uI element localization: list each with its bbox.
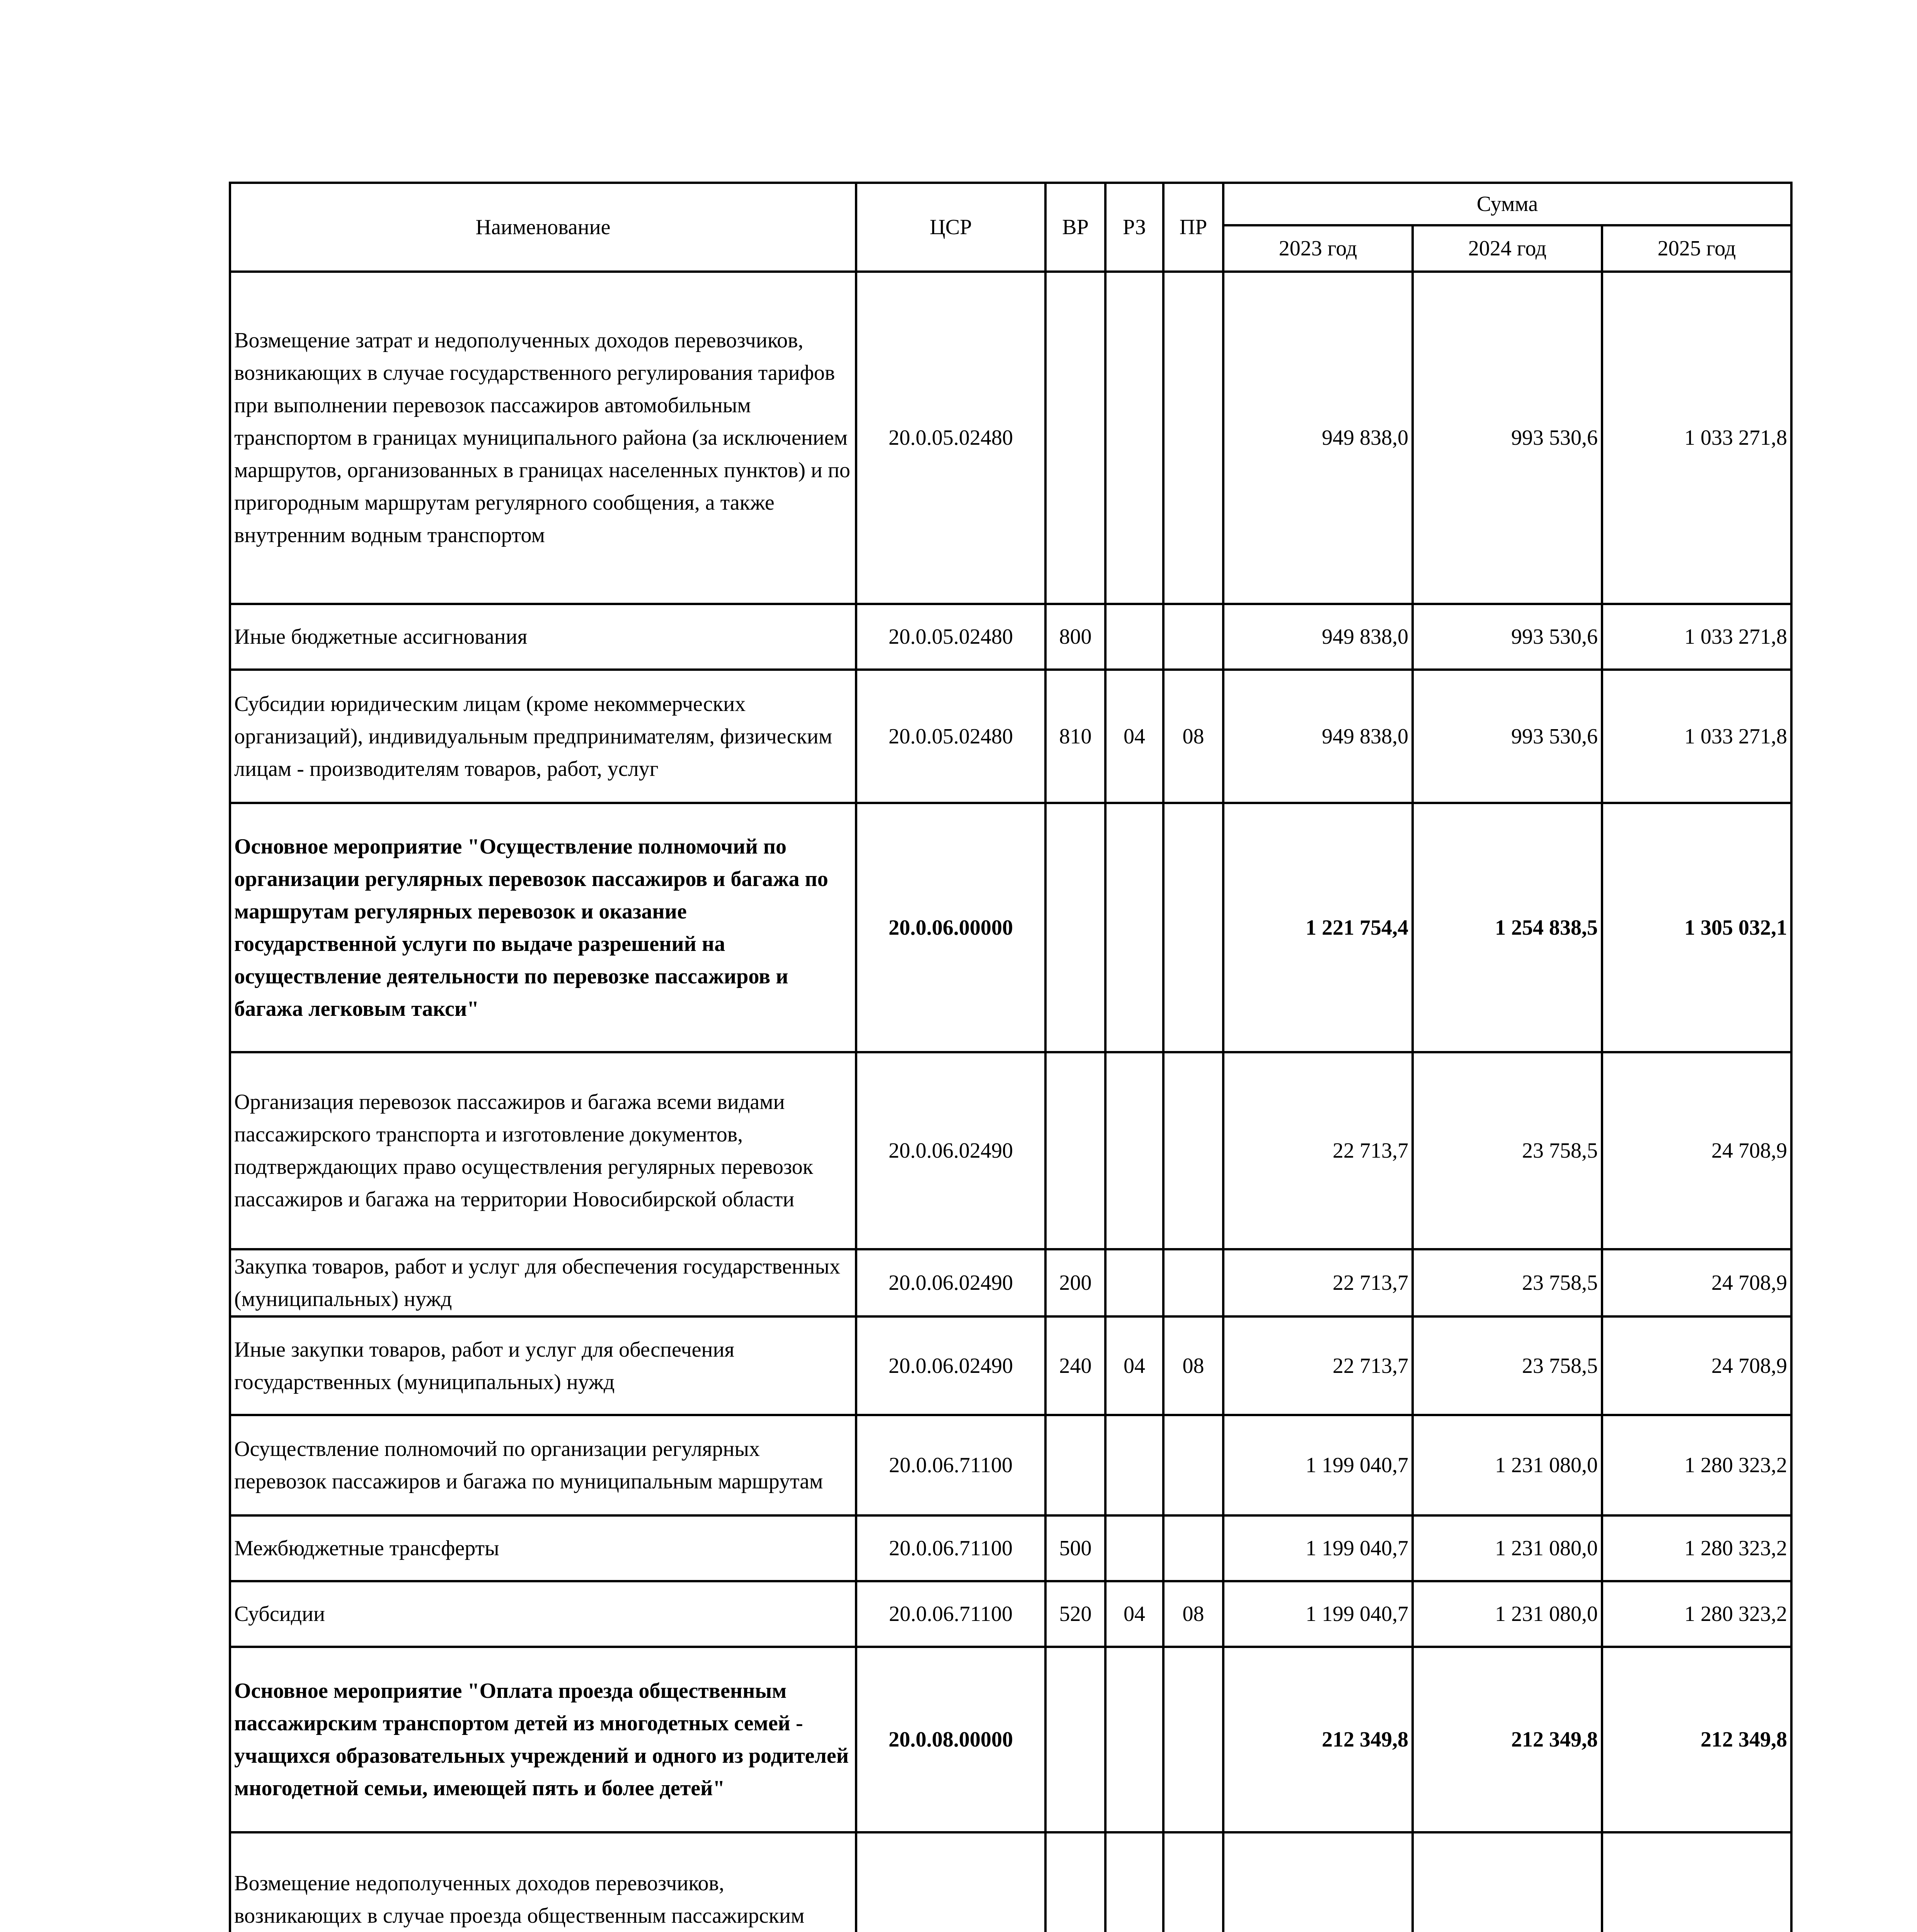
row-amount-2024: 212 349,8	[1413, 1647, 1602, 1832]
row-name: Иные закупки товаров, работ и услуг для обеспечения государственных (муниципальных) нужд	[230, 1316, 856, 1415]
header-year-2024: 2024 год	[1413, 225, 1602, 272]
row-pr	[1163, 1249, 1223, 1316]
row-vr: 500	[1045, 1515, 1105, 1581]
row-pr: 08	[1163, 1581, 1223, 1647]
row-amount-2025	[1602, 1832, 1791, 1932]
table-row	[230, 1515, 1791, 1581]
table-row	[230, 1415, 1791, 1515]
header-vr: ВР	[1045, 183, 1105, 272]
row-amount-2024: 993 530,6	[1413, 670, 1602, 803]
row-amount-2024: 993 530,6	[1413, 272, 1602, 604]
row-rz	[1105, 803, 1163, 1052]
table-row	[230, 1249, 1791, 1316]
row-name: Межбюджетные трансферты	[230, 1515, 856, 1581]
row-rz	[1105, 1249, 1163, 1316]
row-csr: 20.0.05.02480	[856, 272, 1045, 604]
header-year-2023: 2023 год	[1223, 225, 1413, 272]
row-name: Субсидии	[230, 1581, 856, 1647]
row-amount-2023: 22 713,7	[1223, 1052, 1413, 1249]
row-rz: 04	[1105, 1316, 1163, 1415]
row-vr: 520	[1045, 1581, 1105, 1647]
row-csr: 20.0.06.71100	[856, 1515, 1045, 1581]
row-vr	[1045, 1832, 1105, 1932]
row-name: Возмещение недополученных доходов перевозчиков, возникающих в случае проезда общественным пассажирским	[230, 1832, 856, 1932]
row-pr	[1163, 1052, 1223, 1249]
row-csr: 20.0.06.71100	[856, 1415, 1045, 1515]
row-amount-2025: 1 280 323,2	[1602, 1415, 1791, 1515]
row-amount-2025: 1 280 323,2	[1602, 1515, 1791, 1581]
row-pr: 08	[1163, 1316, 1223, 1415]
table-row	[230, 1316, 1791, 1415]
row-amount-2024: 1 231 080,0	[1413, 1515, 1602, 1581]
table-row	[230, 604, 1791, 670]
row-vr	[1045, 1647, 1105, 1832]
row-amount-2024: 23 758,5	[1413, 1052, 1602, 1249]
row-amount-2025: 1 033 271,8	[1602, 670, 1791, 803]
row-csr: 20.0.06.02490	[856, 1052, 1045, 1249]
row-name: Иные бюджетные ассигнования	[230, 604, 856, 670]
row-rz	[1105, 604, 1163, 670]
row-amount-2023: 1 199 040,7	[1223, 1515, 1413, 1581]
row-csr: 20.0.05.02480	[856, 670, 1045, 803]
row-rz	[1105, 1415, 1163, 1515]
row-amount-2024: 23 758,5	[1413, 1316, 1602, 1415]
row-vr: 200	[1045, 1249, 1105, 1316]
row-amount-2023: 1 199 040,7	[1223, 1415, 1413, 1515]
row-amount-2024	[1413, 1832, 1602, 1932]
row-csr: 20.0.06.02490	[856, 1316, 1045, 1415]
row-amount-2023: 22 713,7	[1223, 1316, 1413, 1415]
row-amount-2023: 212 349,8	[1223, 1647, 1413, 1832]
row-name: Закупка товаров, работ и услуг для обеспечения государственных (муниципальных) нужд	[230, 1249, 856, 1316]
row-vr	[1045, 1052, 1105, 1249]
row-vr	[1045, 1415, 1105, 1515]
row-vr	[1045, 803, 1105, 1052]
row-csr	[856, 1832, 1045, 1932]
row-vr: 240	[1045, 1316, 1105, 1415]
row-pr	[1163, 1415, 1223, 1515]
row-amount-2025: 1 033 271,8	[1602, 604, 1791, 670]
row-amount-2023: 949 838,0	[1223, 604, 1413, 670]
row-amount-2024: 23 758,5	[1413, 1249, 1602, 1316]
row-amount-2023	[1223, 1832, 1413, 1932]
row-rz	[1105, 1647, 1163, 1832]
row-vr	[1045, 272, 1105, 604]
row-rz: 04	[1105, 1581, 1163, 1647]
row-amount-2025: 1 033 271,8	[1602, 272, 1791, 604]
row-amount-2023: 1 199 040,7	[1223, 1581, 1413, 1647]
row-name: Субсидии юридическим лицам (кроме некоммерческих организаций), индивидуальным предпринимателям, физическим лицам - производителям товаров, работ, услуг	[230, 670, 856, 803]
budget-table	[229, 182, 1793, 1932]
header-csr: ЦСР	[856, 183, 1045, 272]
table-row	[230, 272, 1791, 604]
table-row	[230, 1832, 1791, 1932]
row-pr	[1163, 1832, 1223, 1932]
row-csr: 20.0.08.00000	[856, 1647, 1045, 1832]
table-row	[230, 1647, 1791, 1832]
row-amount-2025: 24 708,9	[1602, 1316, 1791, 1415]
row-rz	[1105, 272, 1163, 604]
row-name: Осуществление полномочий по организации регулярных перевозок пассажиров и багажа по муниципальным маршрутам	[230, 1415, 856, 1515]
row-vr: 800	[1045, 604, 1105, 670]
row-amount-2023: 1 221 754,4	[1223, 803, 1413, 1052]
row-pr	[1163, 272, 1223, 604]
row-pr	[1163, 1515, 1223, 1581]
header-pr: ПР	[1163, 183, 1223, 272]
row-amount-2024: 1 231 080,0	[1413, 1581, 1602, 1647]
row-amount-2023: 949 838,0	[1223, 670, 1413, 803]
row-rz	[1105, 1052, 1163, 1249]
row-rz	[1105, 1832, 1163, 1932]
row-amount-2023: 22 713,7	[1223, 1249, 1413, 1316]
header-sum: Сумма	[1223, 183, 1791, 225]
header-rz: РЗ	[1105, 183, 1163, 272]
table-row	[230, 670, 1791, 803]
row-amount-2025: 1 305 032,1	[1602, 803, 1791, 1052]
row-csr: 20.0.06.71100	[856, 1581, 1045, 1647]
row-pr	[1163, 1647, 1223, 1832]
row-amount-2025: 24 708,9	[1602, 1249, 1791, 1316]
header-name: Наименование	[230, 183, 856, 272]
row-name: Основное мероприятие "Оплата проезда общественным пассажирским транспортом детей из многодетных семей - учащихся образовательных учреждений и одного из родителей многодетной семьи, имеющей пять и более детей"	[230, 1647, 856, 1832]
row-name: Организация перевозок пассажиров и багажа всеми видами пассажирского транспорта и изготовление документов, подтверждающих право осуществления регулярных перевозок пассажиров и багажа на территории Новосибирской области	[230, 1052, 856, 1249]
row-csr: 20.0.06.00000	[856, 803, 1045, 1052]
row-pr	[1163, 604, 1223, 670]
table-row	[230, 1581, 1791, 1647]
row-amount-2025: 212 349,8	[1602, 1647, 1791, 1832]
row-amount-2025: 24 708,9	[1602, 1052, 1791, 1249]
header-year-2025: 2025 год	[1602, 225, 1791, 272]
row-rz: 04	[1105, 670, 1163, 803]
table-row	[230, 1052, 1791, 1249]
row-csr: 20.0.06.02490	[856, 1249, 1045, 1316]
row-rz	[1105, 1515, 1163, 1581]
row-amount-2024: 993 530,6	[1413, 604, 1602, 670]
table-row	[230, 803, 1791, 1052]
row-amount-2025: 1 280 323,2	[1602, 1581, 1791, 1647]
row-csr: 20.0.05.02480	[856, 604, 1045, 670]
row-vr: 810	[1045, 670, 1105, 803]
row-name: Основное мероприятие "Осуществление полномочий по организации регулярных перевозок пассажиров и багажа по маршрутам регулярных перевозок и оказание государственной услуги по выдаче разрешений на осуществление деятельности по перевозке пассажиров и багажа легковым такси"	[230, 803, 856, 1052]
row-pr	[1163, 803, 1223, 1052]
row-amount-2023: 949 838,0	[1223, 272, 1413, 604]
row-amount-2024: 1 231 080,0	[1413, 1415, 1602, 1515]
row-amount-2024: 1 254 838,5	[1413, 803, 1602, 1052]
row-name: Возмещение затрат и недополученных доходов перевозчиков, возникающих в случае государственного регулирования тарифов при выполнении перевозок пассажиров автомобильным транспортом в границах муниципального района (за исключением маршрутов, организованных в границах населенных пунктов) и по пригородным маршрутам регулярного сообщения, а также внутренним водным транспортом	[230, 272, 856, 604]
row-pr: 08	[1163, 670, 1223, 803]
